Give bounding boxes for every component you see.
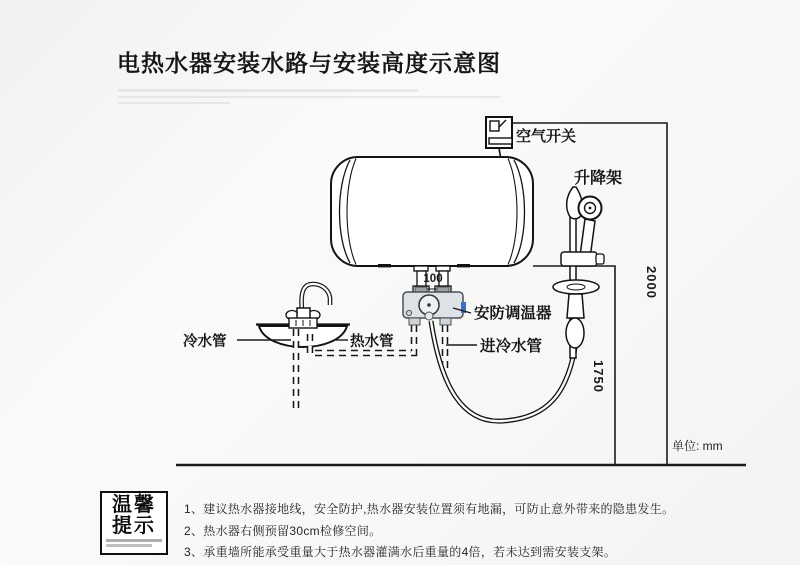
tip-item-3: 3、承重墙所能承受重量大于热水器灌满水后重量的4倍，若未达到需安装支架。 bbox=[184, 545, 617, 559]
valve-side-knob bbox=[406, 310, 411, 315]
label-lift-rack: 升降架 bbox=[574, 170, 623, 187]
page-title: 电热水器安装水路与安装高度示意图 bbox=[117, 50, 501, 76]
soap-dish-hole bbox=[567, 284, 585, 290]
hand-shower-holder bbox=[567, 294, 584, 318]
valve-lower-knob bbox=[425, 312, 433, 320]
right-nipple-collar bbox=[436, 266, 450, 271]
air-switch-base bbox=[489, 138, 512, 144]
tank-body bbox=[331, 157, 533, 266]
warm-tips-badge bbox=[100, 491, 168, 555]
air-switch-window bbox=[490, 121, 499, 131]
label-hot-pipe: 热水管 bbox=[350, 334, 394, 350]
valve-bottom-fitting-left bbox=[409, 318, 420, 325]
badge-text-line1: 温馨 bbox=[112, 494, 156, 516]
faucet-spout-inner bbox=[302, 284, 330, 310]
label-cold-pipe: 冷水管 bbox=[183, 334, 227, 350]
sink-bowl bbox=[259, 326, 347, 347]
unit-note: 单位: mm bbox=[672, 439, 723, 453]
dimension-2000: 2000 bbox=[644, 266, 659, 299]
tip-item-1: 1、建议热水器接地线，安全防护,热水器安装位置须有地漏，可防止意外带来的隐患发生。 bbox=[184, 502, 675, 516]
shower-head-dot bbox=[589, 207, 592, 210]
badge-smallprint bbox=[106, 539, 162, 542]
sink-and-faucet bbox=[256, 284, 350, 347]
water-heater-tank bbox=[331, 157, 533, 267]
tank-mount-mark-right bbox=[457, 264, 470, 267]
valve-bottom-fitting-right bbox=[440, 318, 451, 325]
air-switch-icon bbox=[486, 117, 512, 160]
badge-smallprint bbox=[106, 544, 152, 547]
hand-shower-handle bbox=[566, 318, 584, 348]
watermark-line bbox=[118, 102, 230, 104]
shower-lift-rack bbox=[553, 187, 604, 358]
badge-text-line2: 提示 bbox=[112, 515, 156, 537]
dimension-1750: 1750 bbox=[591, 360, 606, 393]
tip-item-2: 2、热水器右侧预留30cm检修空间。 bbox=[184, 524, 382, 538]
label-inlet-pipe: 进冷水管 bbox=[480, 338, 543, 355]
rack-slider-knob bbox=[596, 254, 604, 264]
left-nipple-collar bbox=[414, 266, 428, 271]
watermark-line bbox=[118, 96, 500, 98]
watermark-line bbox=[118, 89, 418, 92]
label-thermostat: 安防调温器 bbox=[474, 305, 552, 322]
valve-dial-dot bbox=[427, 303, 431, 307]
tank-mount-mark-left bbox=[378, 264, 391, 267]
thermostat-valve bbox=[403, 287, 466, 325]
label-air-switch: 空气开关 bbox=[516, 128, 577, 145]
rack-slider bbox=[561, 252, 597, 266]
dimension-100: 100 bbox=[423, 273, 443, 285]
